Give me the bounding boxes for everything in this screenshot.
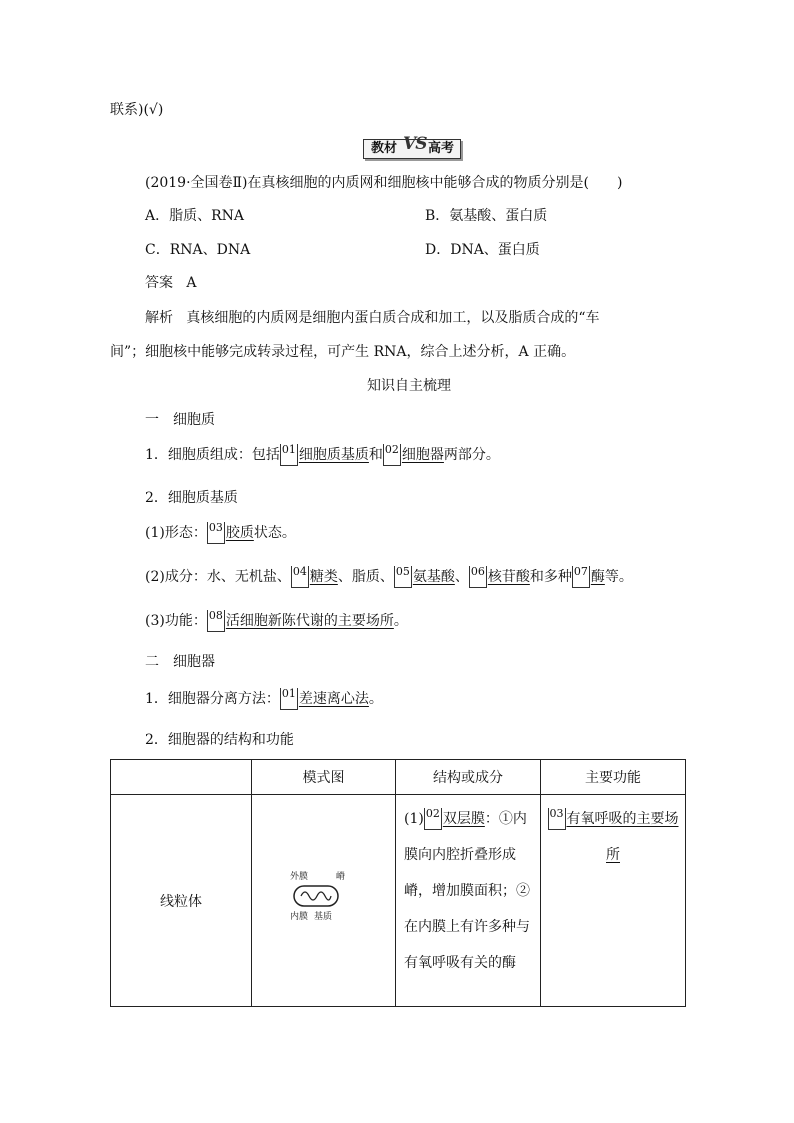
badge-right: 高考 xyxy=(427,141,454,156)
fill-answer: 活细胞新陈代谢的主要场所 xyxy=(225,613,394,629)
header-cell: 主要功能 xyxy=(541,760,686,795)
option-d: D．DNA、蛋白质 xyxy=(425,242,540,258)
analysis-line-1: 解析 真核细胞的内质网是细胞内蛋白质合成和加工，以及脂质合成的“车 xyxy=(145,310,600,326)
organelle-separation: 1．细胞器分离方法： 01 差速离心法。 xyxy=(145,688,383,710)
diagram-label-matrix: 基质 xyxy=(313,911,332,922)
blank-number: 07 xyxy=(572,566,590,588)
fill-answer: 细胞器 xyxy=(401,447,444,463)
organelle-table xyxy=(110,759,686,1007)
part1-heading: 一 细胞质 xyxy=(145,412,215,428)
badge-vs: VS xyxy=(403,134,427,154)
fill-answer: 氨基酸 xyxy=(412,569,455,585)
blank-number: 01 xyxy=(280,444,298,466)
cytosol-form: (1)形态： 03 胶质状态。 xyxy=(145,522,296,544)
blank-number: 06 xyxy=(469,566,487,588)
structure-cell: (1) 02 双层膜：①内膜向内腔折叠形成嵴，增加膜面积；②在内膜上有许多种与有氧呼吸有关的酶 xyxy=(396,795,541,1007)
fill-answer: 双层膜 xyxy=(442,811,485,827)
fill-answer: 核苷酸 xyxy=(487,569,530,585)
blank-number: 03 xyxy=(548,808,566,830)
blank-number: 08 xyxy=(207,610,225,632)
organelle-name: 线粒体 xyxy=(111,795,252,1007)
question-stem: (2019·全国卷Ⅱ)在真核细胞的内质网和细胞核中能够合成的物质分别是( ) xyxy=(145,175,623,191)
blank-number: 02 xyxy=(383,444,401,466)
table-row xyxy=(111,795,686,1007)
cytoplasm-composition: 1．细胞质组成：包括 01 细胞质基质和 02 细胞器两部分。 xyxy=(145,444,500,466)
organelle-structure-heading: 2．细胞器的结构和功能 xyxy=(145,732,294,748)
answer-line xyxy=(145,273,196,293)
option-b: B．氨基酸、蛋白质 xyxy=(425,208,548,224)
diagram-label-outer: 外膜 xyxy=(289,871,308,882)
analysis-line-2: 间”；细胞核中能够完成转录过程，可产生 RNA，综合上述分析，A 正确。 xyxy=(110,344,576,360)
header-cell: 模式图 xyxy=(252,760,396,795)
fill-answer: 酶 xyxy=(590,569,605,585)
part2-heading: 二 细胞器 xyxy=(145,654,215,670)
badge-left: 教材 xyxy=(371,141,398,156)
fill-answer: 有氧呼吸的主要场所 xyxy=(566,811,679,863)
blank-number: 02 xyxy=(424,808,442,830)
blank-number: 05 xyxy=(394,566,412,588)
function-cell xyxy=(541,795,686,1007)
cytosol-function: (3)功能： 08 活细胞新陈代谢的主要场所。 xyxy=(145,610,408,632)
diagram-label-inner: 内膜 xyxy=(289,911,308,922)
cytosol-heading: 2．细胞质基质 xyxy=(145,490,238,506)
header-cell: 结构或成分 xyxy=(396,760,541,795)
option-a: A．脂质、RNA xyxy=(145,208,245,224)
fill-answer: 细胞质基质 xyxy=(298,447,369,463)
cytosol-composition: (2)成分：水、无机盐、 04 糖类、脂质、 05 氨基酸、 06 核苷酸和多种 07 酶等。 xyxy=(145,566,633,588)
fill-answer: 胶质 xyxy=(225,525,254,541)
textbook-vs-exam-badge xyxy=(363,134,461,159)
diagram-label-cristae: 嵴 xyxy=(335,871,345,882)
mitochondrion-diagram-cell xyxy=(252,795,396,1007)
intro-tail: 联系)(√) xyxy=(110,102,164,118)
answer-value: A xyxy=(186,275,197,291)
option-c: C．RNA、DNA xyxy=(145,242,251,258)
header-cell xyxy=(111,760,252,795)
answer-label: 答案 xyxy=(145,275,173,291)
blank-number: 04 xyxy=(291,566,309,588)
section-title: 知识自主梳理 xyxy=(367,378,451,394)
fill-answer: 糖类 xyxy=(309,569,338,585)
blank-number: 03 xyxy=(207,522,225,544)
mitochondrion-diagram xyxy=(284,869,364,929)
fill-answer: 差速离心法 xyxy=(298,691,369,707)
blank-number: 01 xyxy=(280,688,298,710)
table-header-row xyxy=(111,760,686,795)
analysis-label: 解析 xyxy=(145,310,173,326)
